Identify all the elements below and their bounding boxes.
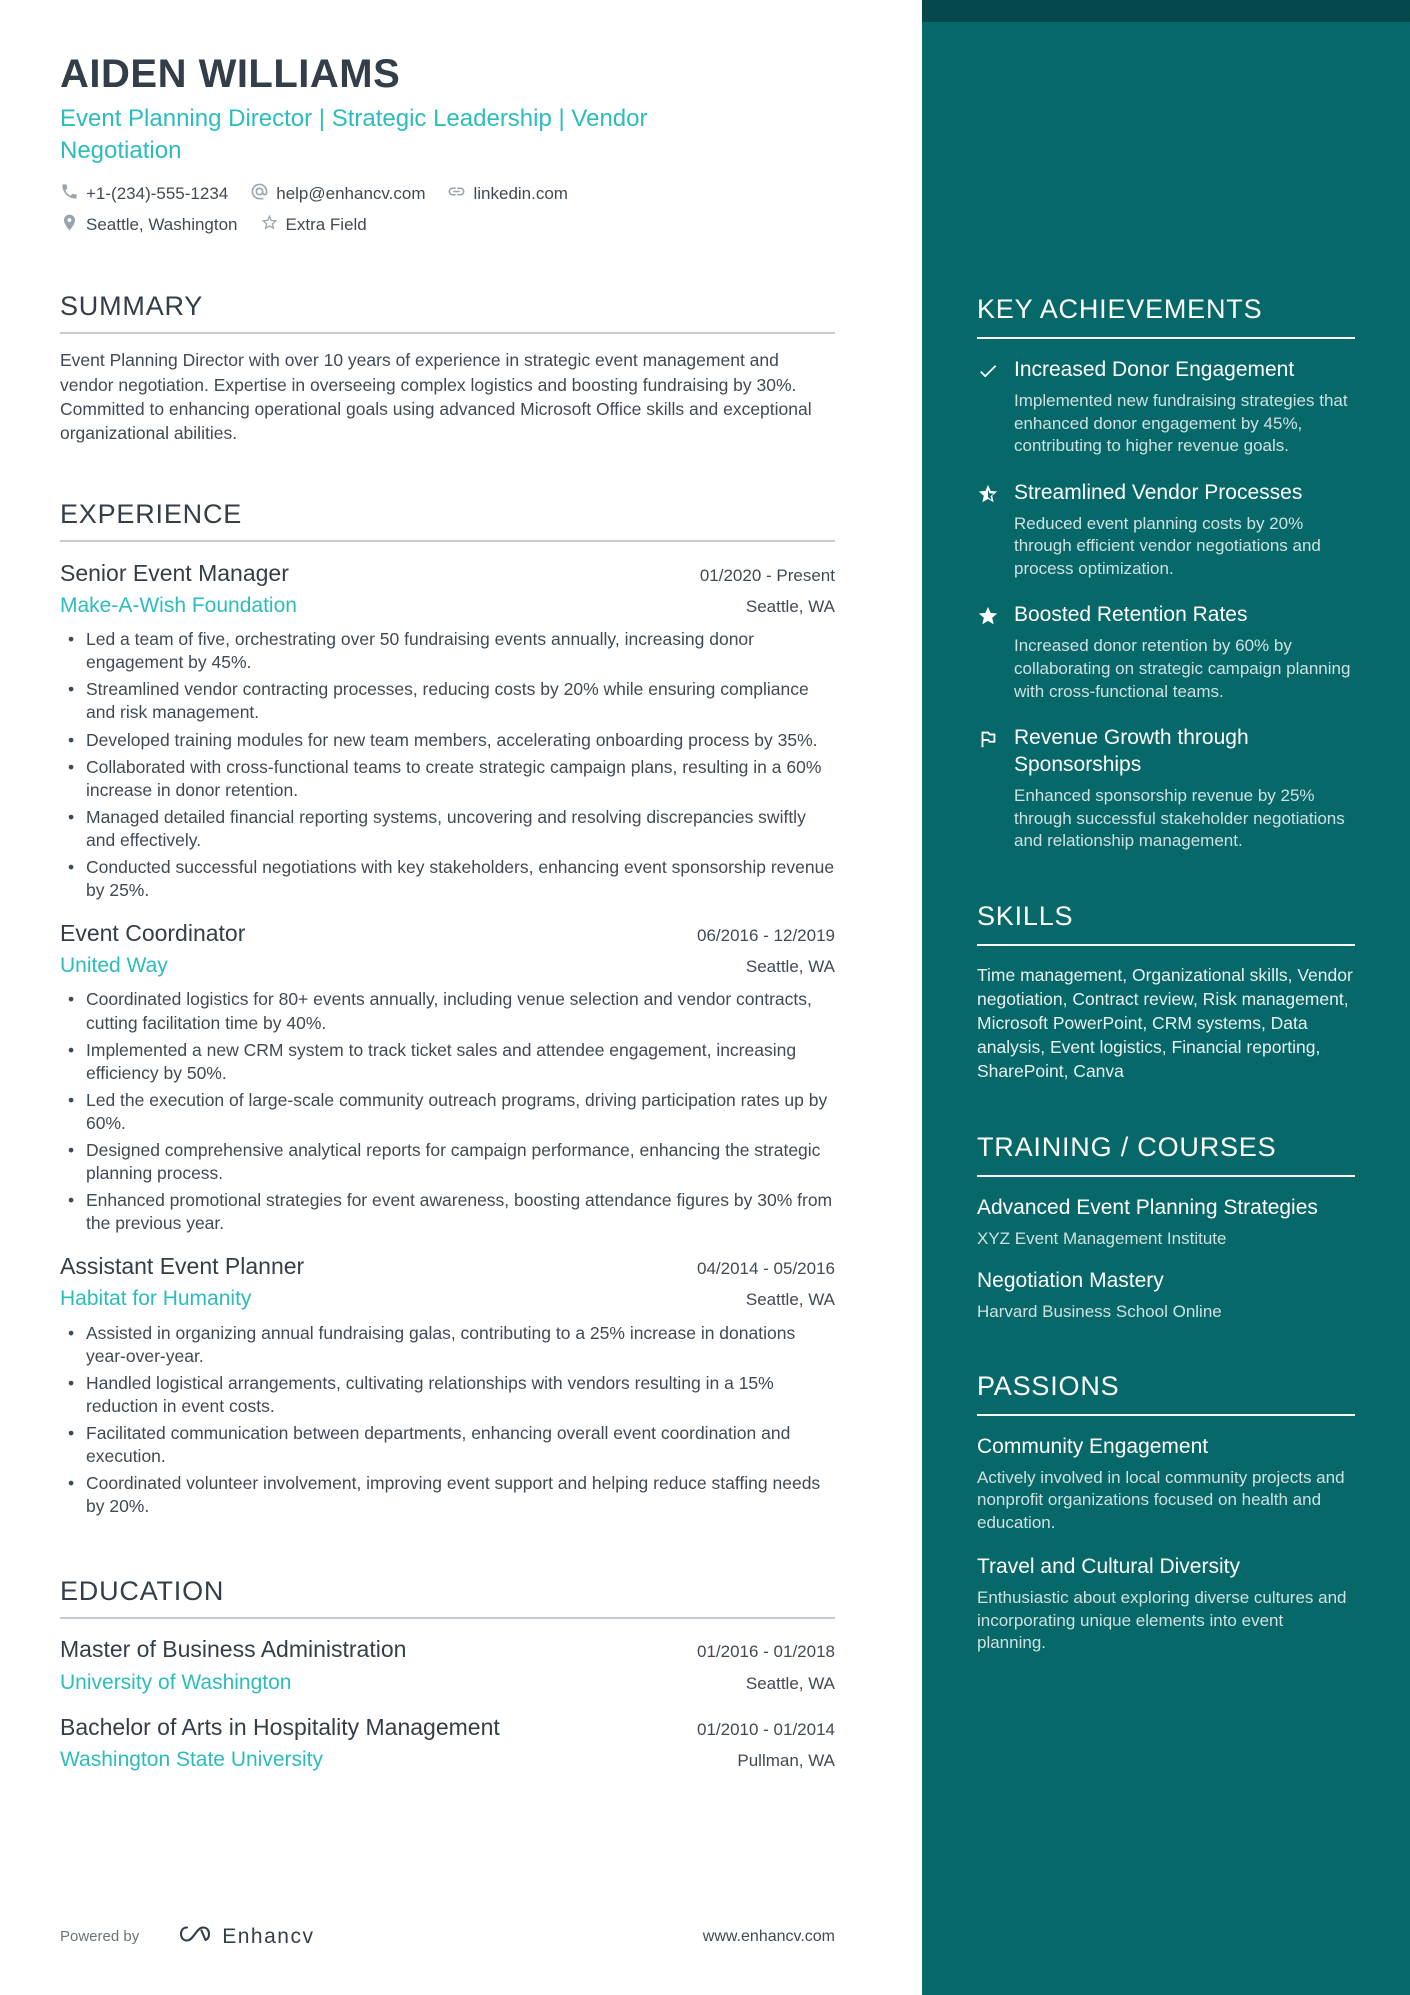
skills-section <box>977 901 1355 1084</box>
job-dates: 01/2020 - Present <box>699 566 835 585</box>
job-bullet: • Facilitated communication between departments, enhancing overall event coordination and execution. <box>60 1422 835 1468</box>
job-bullet: • Developed training modules for new team members, accelerating onboarding process by 35%. <box>60 729 835 752</box>
star-outline-icon <box>260 213 279 237</box>
job-location: Seattle, WA <box>745 957 835 977</box>
job-bullet: • Enhanced promotional strategies for event awareness, boosting attendance figures by 30% from the previous year. <box>60 1189 835 1235</box>
job-bullet: • Handled logistical arrangements, cultivating relationships with vendors resulting in a 15% reduction in event costs. <box>60 1372 835 1418</box>
enhancv-wordmark: Enhancv <box>222 1924 315 1948</box>
job-bullet: • Led a team of five, orchestrating over 50 fundraising events annually, increasing donor engagement by 45%. <box>60 628 835 674</box>
education-entry <box>60 1713 835 1774</box>
section-divider <box>977 337 1355 339</box>
course-provider: Harvard Business School Online <box>977 1301 1222 1321</box>
job-bullet: • Managed detailed financial reporting systems, uncovering and resolving discrepancies swiftly and effectively. <box>60 806 835 852</box>
job-title: Senior Event Manager <box>60 560 289 586</box>
extra-field-contact <box>260 213 367 237</box>
at-icon <box>250 182 269 206</box>
section-divider <box>60 1617 835 1619</box>
achievement-title: Increased Donor Engagement <box>1014 358 1295 382</box>
achievement-title: Streamlined Vendor Processes <box>1014 480 1303 504</box>
achievement-description: Reduced event planning costs by 20% through efficient vendor negotiations and process optimization. <box>1014 513 1321 578</box>
job-bullet-list <box>60 1322 835 1519</box>
education-entry <box>60 1635 835 1696</box>
job-location: Seattle, WA <box>745 596 835 616</box>
job-bullet-list <box>60 628 835 902</box>
degree-name: Master of Business Administration <box>60 1636 407 1663</box>
location-icon <box>60 213 79 237</box>
passions-heading: PASSIONS <box>977 1370 1120 1401</box>
summary-text: Event Planning Director with over 10 years of experience in strategic event management and vendor negotiation. Expertise in overseeing complex logistics and boosting fundraising by 30%. Committed to enhancing operational goals using advanced Microsoft Office skills and exceptional organizational abilities. <box>60 350 812 443</box>
phone-icon <box>60 182 79 206</box>
achievement-item <box>977 602 1355 703</box>
extra-field-text: Extra Field <box>285 215 367 235</box>
website-link[interactable]: www.enhancv.com <box>702 1927 835 1945</box>
school-name: University of Washington <box>60 1671 292 1695</box>
enhancv-brand <box>177 1922 314 1951</box>
summary-heading: SUMMARY <box>60 291 204 322</box>
achievement-description: Enhanced sponsorship revenue by 25% through successful stakeholder negotiations and relationship management. <box>1014 785 1345 851</box>
resume-header <box>60 52 835 237</box>
key-achievements-section <box>977 294 1355 853</box>
key-achievements-heading: KEY ACHIEVEMENTS <box>977 294 1263 324</box>
section-divider <box>60 332 835 334</box>
company-name: Habitat for Humanity <box>60 1287 252 1311</box>
linkedin-url: linkedin.com <box>473 184 568 204</box>
email-address: help@enhancv.com <box>276 184 426 204</box>
linkedin-contact[interactable] <box>447 182 568 206</box>
page-footer <box>60 1922 835 1965</box>
experience-entry <box>60 919 835 1235</box>
job-bullet: • Collaborated with cross-functional teams to create strategic campaign plans, resulting in a 60% increase in donor retention. <box>60 756 835 802</box>
passion-item <box>977 1434 1355 1535</box>
passion-item <box>977 1554 1355 1655</box>
achievement-description: Implemented new fundraising strategies that enhanced donor engagement by 45%, contributing to higher revenue goals. <box>1014 390 1348 456</box>
job-bullet: • Implemented a new CRM system to track ticket sales and attendee engagement, increasing efficiency by 50%. <box>60 1039 835 1085</box>
achievement-item <box>977 725 1355 853</box>
job-bullet: • Coordinated volunteer involvement, improving event support and helping reduce staffing needs by 20%. <box>60 1472 835 1518</box>
phone-contact <box>60 182 228 206</box>
experience-heading: EXPERIENCE <box>60 498 243 529</box>
passion-description: Enthusiastic about exploring diverse cultures and incorporating unique elements into event planning. <box>977 1588 1347 1653</box>
skills-heading: SKILLS <box>977 900 1074 931</box>
section-divider <box>60 540 835 542</box>
passion-description: Actively involved in local community projects and nonprofit organizations focused on health and education. <box>977 1467 1345 1532</box>
phone-number: +1-(234)-555-1234 <box>86 184 229 204</box>
sidebar-content <box>922 22 1410 1703</box>
education-heading: EDUCATION <box>60 1576 225 1607</box>
job-title: Event Coordinator <box>60 920 246 947</box>
education-location: Pullman, WA <box>737 1751 835 1771</box>
location-text: Seattle, Washington <box>86 215 238 235</box>
enhancv-logo-icon <box>177 1922 213 1951</box>
job-title: Assistant Event Planner <box>60 1253 305 1280</box>
education-dates: 01/2016 - 01/2018 <box>696 1642 835 1662</box>
candidate-headline: Event Planning Director | Strategic Leadership | Vendor Negotiation <box>60 105 648 164</box>
degree-name: Bachelor of Arts in Hospitality Management <box>60 1713 500 1740</box>
section-divider <box>977 944 1355 946</box>
course-provider: XYZ Event Management Institute <box>977 1228 1227 1248</box>
education-dates: 01/2010 - 01/2014 <box>696 1719 835 1739</box>
course-title: Negotiation Mastery <box>977 1268 1164 1292</box>
job-bullet: • Conducted successful negotiations with key stakeholders, enhancing event sponsorship revenue by 25%. <box>60 856 835 902</box>
achievement-item <box>977 480 1355 581</box>
half-star-icon <box>977 480 999 581</box>
location-contact <box>60 213 238 237</box>
passions-section <box>977 1371 1355 1655</box>
section-divider <box>977 1175 1355 1177</box>
check-icon <box>977 357 999 458</box>
email-contact[interactable] <box>250 182 425 206</box>
company-name: United Way <box>60 954 168 978</box>
contact-info <box>60 182 620 237</box>
school-name: Washington State University <box>60 1748 324 1772</box>
experience-entry <box>60 559 835 902</box>
course-item <box>977 1195 1355 1250</box>
course-title: Advanced Event Planning Strategies <box>977 1195 1318 1219</box>
sidebar-top-band <box>922 0 1410 22</box>
powered-by-label: Powered by <box>60 1928 140 1945</box>
job-location: Seattle, WA <box>745 1290 835 1310</box>
passion-title: Community Engagement <box>977 1434 1209 1458</box>
achievement-description: Increased donor retention by 60% by collaborating on strategic campaign planning with cross-functional teams. <box>1014 636 1351 701</box>
course-item <box>977 1268 1355 1323</box>
sidebar-column <box>922 0 1410 1995</box>
link-icon <box>447 182 466 206</box>
achievement-title: Boosted Retention Rates <box>1014 603 1248 627</box>
flag-icon <box>977 725 999 853</box>
training-section <box>977 1132 1355 1323</box>
experience-entry <box>60 1252 835 1518</box>
summary-section <box>60 291 835 445</box>
star-icon <box>977 602 999 703</box>
job-bullet: • Led the execution of large-scale community outreach programs, driving participation rates up by 60%. <box>60 1089 835 1135</box>
training-heading: TRAINING / COURSES <box>977 1131 1277 1162</box>
experience-section <box>60 499 835 1522</box>
job-bullet-list <box>60 988 835 1235</box>
job-dates: 04/2014 - 05/2016 <box>696 1259 835 1279</box>
skills-list: Time management, Organizational skills, Vendor negotiation, Contract review, Risk management, Microsoft PowerPoint, CRM systems, Data analysis, Event logistics, Financial reporting, SharePoint, Canva <box>977 964 1353 1081</box>
achievement-title: Revenue Growth through Sponsorships <box>1014 726 1249 777</box>
passion-title: Travel and Cultural Diversity <box>977 1555 1240 1579</box>
job-bullet: • Designed comprehensive analytical reports for campaign performance, enhancing the strategic planning process. <box>60 1139 835 1185</box>
section-divider <box>977 1414 1355 1416</box>
job-bullet: • Assisted in organizing annual fundraising galas, contributing to a 25% increase in donations year-over-year. <box>60 1322 835 1368</box>
education-section <box>60 1576 835 1773</box>
education-location: Seattle, WA <box>745 1674 835 1694</box>
job-dates: 06/2016 - 12/2019 <box>696 926 835 946</box>
achievement-item <box>977 357 1355 458</box>
company-name: Make-A-Wish Foundation <box>60 593 297 617</box>
job-bullet: • Streamlined vendor contracting processes, reducing costs by 20% while ensuring compliance and risk management. <box>60 678 835 724</box>
candidate-name: AIDEN WILLIAMS <box>60 52 401 96</box>
job-bullet: • Coordinated logistics for 80+ events annually, including venue selection and vendor contracts, cutting facilitation time by 40%. <box>60 988 835 1034</box>
